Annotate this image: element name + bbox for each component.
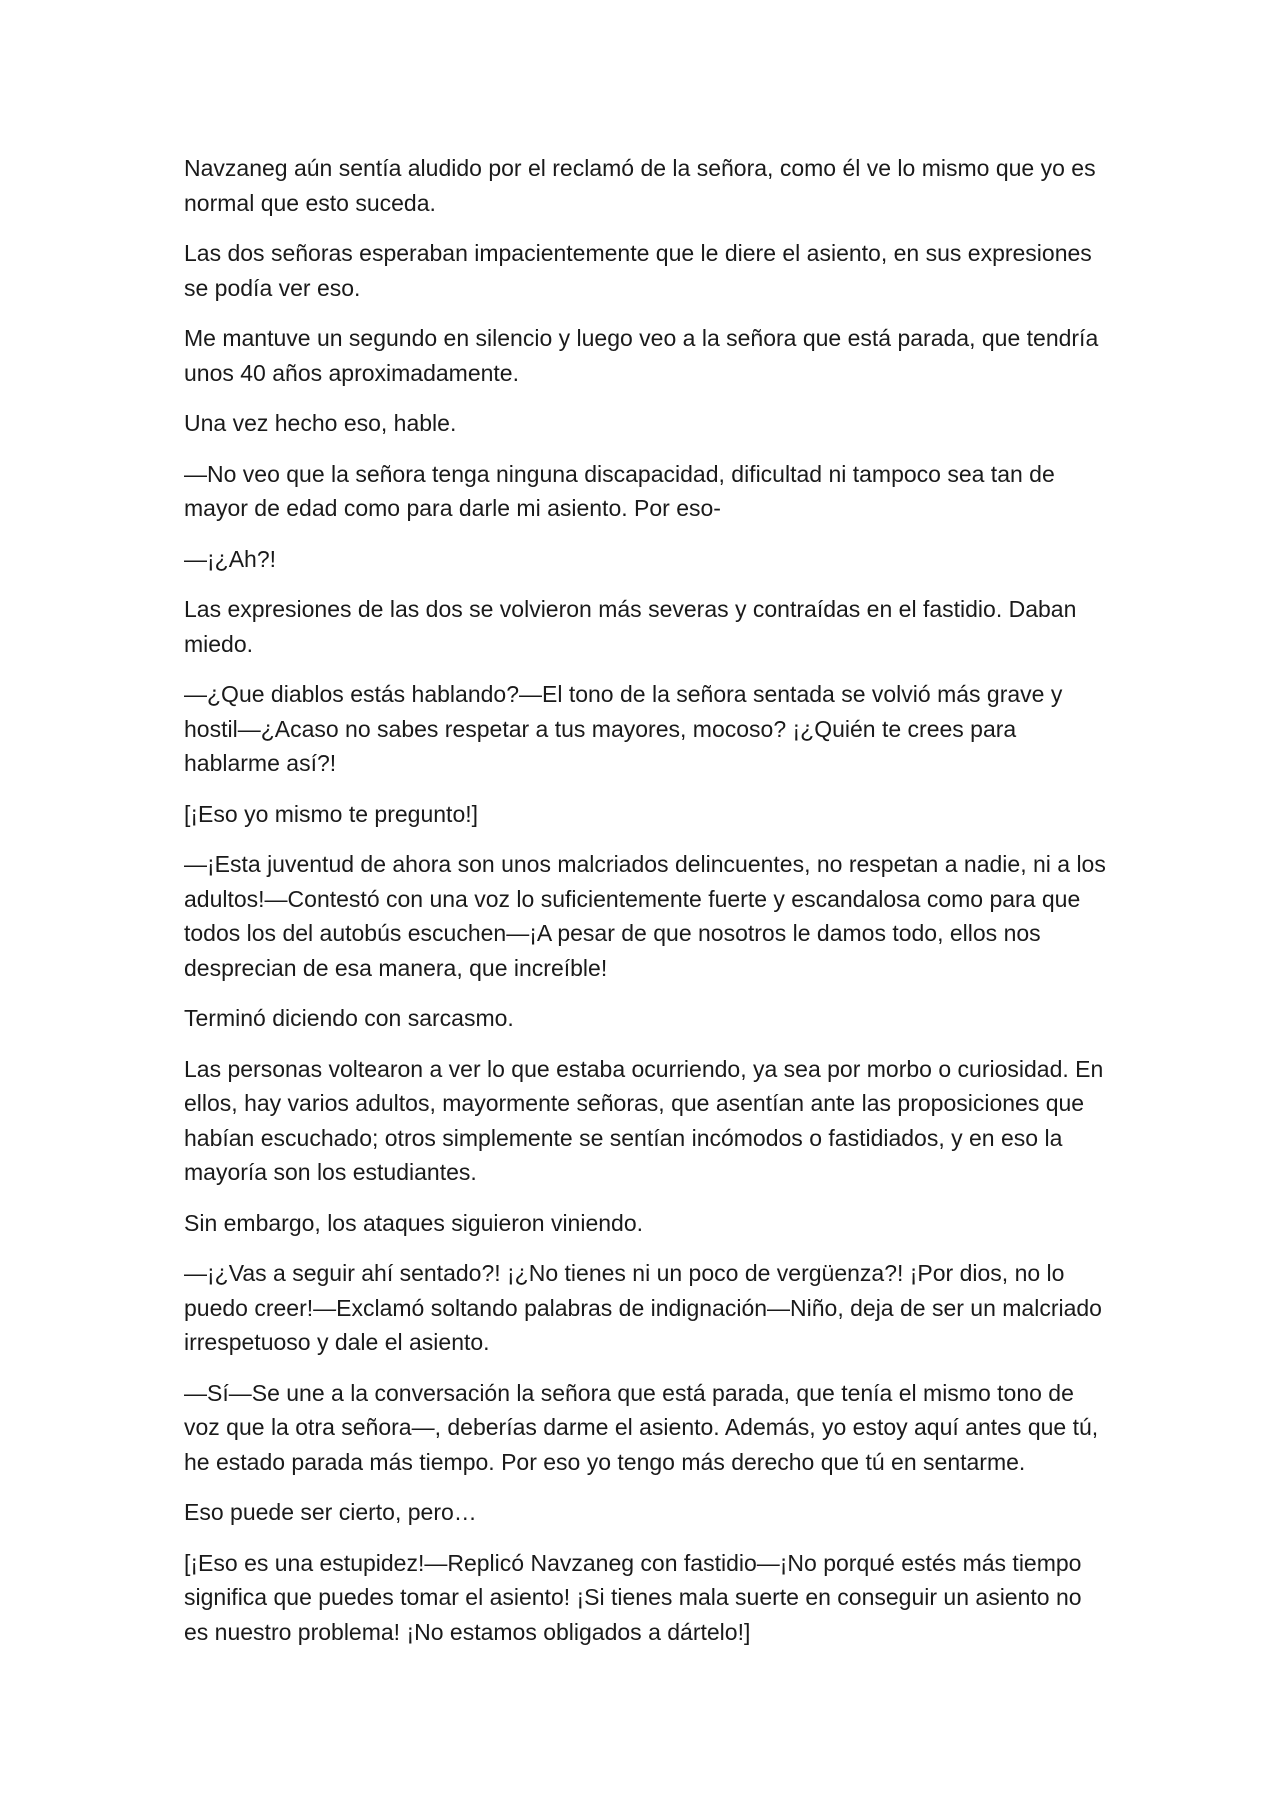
paragraph: Las personas voltearon a ver lo que estaba ocurriendo, ya sea por morbo o curiosidad. En ellos, hay varios adultos, mayormente señoras, que asentían ante las proposiciones que habían escuchado; otros simplemente se sentían incómodos o fastidiados, y en eso la mayoría son los estudiantes. [184,1055,1104,1185]
paragraph: —Sí—Se une a la conversación la señora que está parada, que tenía el mismo tono de voz que la otra señora—, deberías darme el asiento. Además, yo estoy aquí antes que tú, he estado parada más tiempo. Por eso yo tengo más derecho que tú en sentarme. [184,1379,1099,1475]
paragraph: —¡Esta juventud de ahora son unos malcriados delincuentes, no respetan a nadie, ni a los adultos!—Contestó con una voz lo suficientemente fuerte y escandalosa como para que todos los del autobús escuchen—¡A pesar de que nosotros le damos todo, ellos nos desprecian de esa manera, que increíble! [184,851,1106,981]
paragraph: Terminó diciendo con sarcasmo. [184,1005,514,1031]
paragraph: Eso puede ser cierto, pero… [184,1499,477,1525]
paragraph: —¿Que diablos estás hablando?—El tono de la señora sentada se volvió más grave y hostil—¿Acaso no sabes respetar a tus mayores, mocoso? ¡¿Quién te crees para hablarme así?! [184,681,1063,776]
paragraph: Una vez hecho eso, hable. [184,410,457,436]
paragraph: —No veo que la señora tenga ninguna discapacidad, dificultad ni tampoco sea tan de mayor de edad como para darle mi asiento. Por eso- [184,460,1055,521]
paragraph: Sin embargo, los ataques siguieron viniendo. [184,1209,644,1236]
paragraph: Me mantuve un segundo en silencio y luego veo a la señora que está parada, que tendría unos 40 años aproximadamente. [184,325,1099,386]
paragraph: —¡¿Vas a seguir ahí sentado?! ¡¿No tienes ni un poco de vergüenza?! ¡Por dios, no lo puedo creer!—Exclamó soltando palabras de indignación—Niño, deja de ser un malcriado irrespetuoso y dale el asiento. [184,1260,1102,1355]
paragraph: [¡Eso es una estupidez!—Replicó Navzaneg con fastidio—¡No porqué estés más tiempo significa que puedes tomar el asiento! ¡Si tienes mala suerte en conseguir un asiento no es nuestro problema! ¡No estamos obligados a dártelo!] [184,1549,1082,1645]
body-text [184,151,1109,1665]
paragraph: [¡Eso yo mismo te pregunto!] [184,800,479,827]
paragraph: Las expresiones de las dos se volvieron más severas y contraídas en el fastidio. Daban miedo. [184,596,1077,657]
paragraph: —¡¿Ah?! [184,545,277,572]
paragraph: Las dos señoras esperaban impacientemente que le diere el asiento, en sus expresiones se podía ver eso. [184,240,1092,301]
paragraph: Navzaneg aún sentía aludido por el reclamó de la señora, como él ve lo mismo que yo es normal que esto suceda. [184,155,1096,216]
